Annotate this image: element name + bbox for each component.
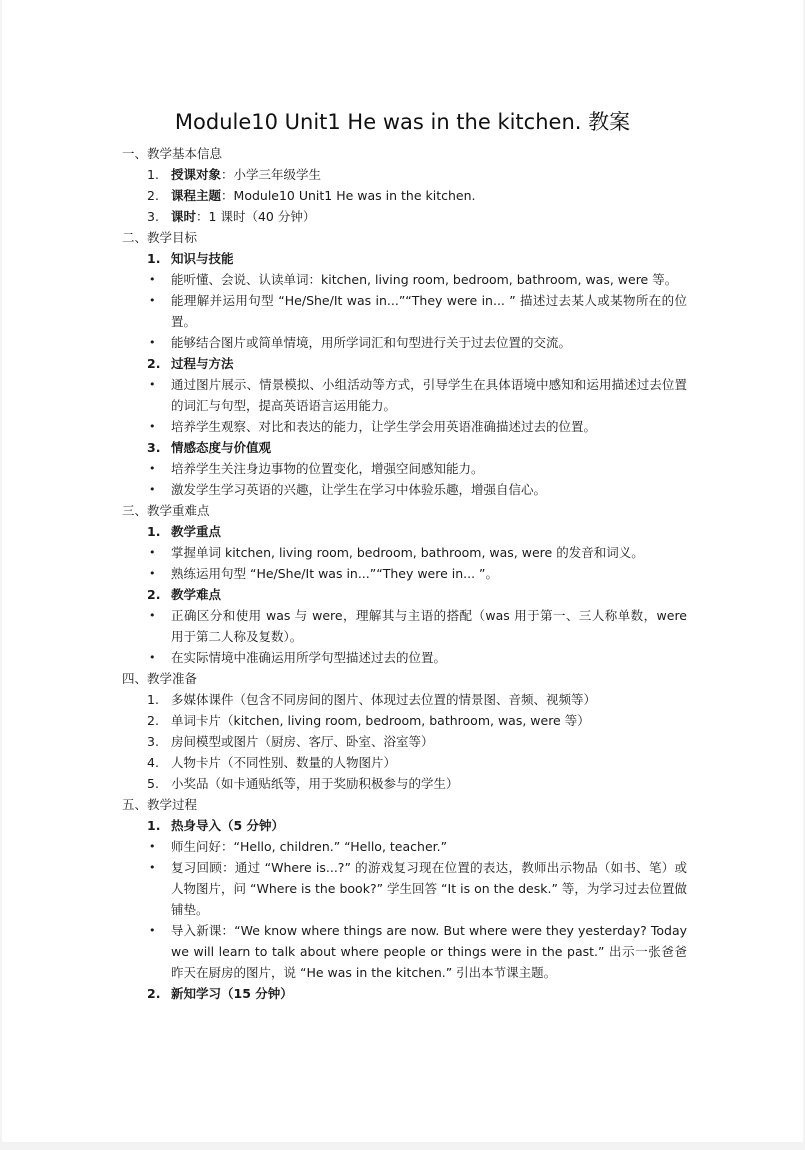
- list-number: 1.: [147, 818, 161, 833]
- item-text: Module10 Unit1 He was in the kitchen.: [233, 188, 476, 203]
- bullet-item: [122, 542, 687, 563]
- item-text: 房间模型或图片（厨房、客厅、卧室、浴室等）: [171, 734, 434, 749]
- numbered-item: [122, 185, 687, 206]
- bullet-marker: •: [149, 336, 156, 349]
- bullet-item: [122, 563, 687, 584]
- item-text: 熟练运用句型 “He/She/It was in...”“They were in... ”。: [171, 566, 499, 581]
- section-heading: 五、教学过程: [122, 797, 198, 812]
- subheading: 热身导入（5 分钟）: [171, 818, 285, 833]
- bullet-item: [122, 332, 687, 353]
- item-text: 复习回顾：通过 “Where is...?” 的游戏复习现在位置的表达，教师出示物品（如书、笔）或人物图片，问 “Where is the book?” 学生回答 “It is on the desk.” 等，为学习过去位置做铺垫。: [171, 860, 687, 917]
- numbered-item: [122, 815, 687, 836]
- item-text: 在实际情境中准确运用所学句型描述过去的位置。: [171, 650, 447, 665]
- bullet-marker: •: [149, 546, 156, 559]
- bullet-item: [122, 479, 687, 500]
- list-number: 1.: [147, 692, 159, 707]
- bullet-item: [122, 836, 687, 857]
- bullet-item: [122, 416, 687, 437]
- item-text: 多媒体课件（包含不同房间的图片、体现过去位置的情景图、音频、视频等）: [171, 692, 597, 707]
- item-text: 导入新课：“We know where things are now. But where were they yesterday? Today we will learn to talk about where people or things were in the past.” 出示一张爸爸昨天在厨房的图片，说 “He was in the kitchen.” 引出本节课主题。: [171, 923, 687, 980]
- bullet-item: [122, 374, 687, 416]
- list-number: 2.: [147, 986, 161, 1001]
- numbered-item: [122, 248, 687, 269]
- numbered-item: [122, 521, 687, 542]
- bullet-item: [122, 647, 687, 668]
- list-number: 2.: [147, 188, 159, 203]
- list-number: 1.: [147, 167, 159, 182]
- numbered-item: [122, 983, 687, 1004]
- item-text: 能理解并运用句型 “He/She/It was in...”“They were in... ” 描述过去某人或某物所在的位置。: [171, 293, 687, 329]
- item-text: 小学三年级学生: [233, 167, 322, 182]
- bullet-marker: •: [149, 651, 156, 664]
- numbered-item: [122, 689, 687, 710]
- item-text: 通过图片展示、情景模拟、小组活动等方式，引导学生在具体语境中感知和运用描述过去位置的词汇与句型，提高英语语言运用能力。: [171, 377, 687, 413]
- numbered-item: [122, 353, 687, 374]
- item-label: 课时: [171, 209, 197, 224]
- item-text: 培养学生关注身边事物的位置变化，增强空间感知能力。: [171, 461, 484, 476]
- list-number: 2.: [147, 356, 161, 371]
- list-number: 2.: [147, 587, 161, 602]
- numbered-item: [122, 710, 687, 731]
- item-text: 培养学生观察、对比和表达的能力，让学生学会用英语准确描述过去的位置。: [171, 419, 597, 434]
- list-number: 5.: [147, 776, 159, 791]
- section-heading: 三、教学重难点: [122, 503, 210, 518]
- list-number: 1.: [147, 251, 161, 266]
- bullet-marker: •: [149, 378, 156, 391]
- bullet-marker: •: [149, 840, 156, 853]
- numbered-item: [122, 206, 687, 227]
- bullet-item: [122, 605, 687, 647]
- numbered-item: [122, 164, 687, 185]
- bullet-marker: •: [149, 273, 156, 286]
- document-body: [122, 143, 687, 1004]
- item-text: 能够结合图片或简单情境，用所学词汇和句型进行关于过去位置的交流。: [171, 335, 572, 350]
- numbered-item: [122, 584, 687, 605]
- item-text: 掌握单词 kitchen, living room, bedroom, bathroom, was, were 的发音和词义。: [171, 545, 644, 560]
- bullet-marker: •: [149, 294, 156, 307]
- bullet-item: [122, 458, 687, 479]
- bullet-marker: •: [149, 567, 156, 580]
- subheading: 新知学习（15 分钟）: [171, 986, 293, 1001]
- item-label: 授课对象: [171, 167, 222, 182]
- bullet-item: [122, 290, 687, 332]
- subheading: 情感态度与价值观: [171, 440, 272, 455]
- bullet-marker: •: [149, 609, 156, 622]
- item-text: 小奖品（如卡通贴纸等，用于奖励积极参与的学生）: [171, 776, 459, 791]
- item-text: 1 课时（40 分钟）: [208, 209, 316, 224]
- numbered-item: [122, 437, 687, 458]
- page-title: Module10 Unit1 He was in the kitchen. 教案: [174, 110, 631, 134]
- item-separator: ：: [196, 209, 209, 224]
- list-number: 3.: [147, 440, 161, 455]
- item-text: 能听懂、会说、认读单词：kitchen, living room, bedroom, bathroom, was, were 等。: [171, 272, 678, 287]
- section-heading: 一、教学基本信息: [122, 146, 223, 161]
- bullet-marker: •: [149, 483, 156, 496]
- numbered-item: [122, 731, 687, 752]
- item-separator: ：: [221, 188, 234, 203]
- bullet-item: [122, 269, 687, 290]
- bullet-item: [122, 920, 687, 983]
- item-text: 激发学生学习英语的兴趣，让学生在学习中体验乐趣，增强自信心。: [171, 482, 547, 497]
- item-label: 课程主题: [171, 188, 222, 203]
- item-text: 正确区分和使用 was 与 were，理解其与主语的搭配（was 用于第一、三人称单数，were 用于第二人称及复数）。: [171, 608, 687, 644]
- list-number: 1.: [147, 524, 161, 539]
- bullet-marker: •: [149, 924, 156, 937]
- section-heading: 二、教学目标: [122, 230, 198, 245]
- item-text: 人物卡片（不同性别、数量的人物图片）: [171, 755, 397, 770]
- bullet-item: [122, 857, 687, 920]
- item-text: 师生问好：“Hello, children.” “Hello, teacher.”: [171, 839, 448, 854]
- subheading: 过程与方法: [171, 356, 234, 371]
- list-number: 4.: [147, 755, 159, 770]
- list-number: 3.: [147, 734, 159, 749]
- subheading: 教学难点: [171, 587, 222, 602]
- list-number: 2.: [147, 713, 159, 728]
- bullet-marker: •: [149, 462, 156, 475]
- bullet-marker: •: [149, 861, 156, 874]
- item-text: 单词卡片（kitchen, living room, bedroom, bathroom, was, were 等）: [171, 713, 590, 728]
- item-separator: ：: [221, 167, 234, 182]
- numbered-item: [122, 773, 687, 794]
- subheading: 知识与技能: [171, 251, 234, 266]
- subheading: 教学重点: [171, 524, 222, 539]
- list-number: 3.: [147, 209, 159, 224]
- bullet-marker: •: [149, 420, 156, 433]
- section-heading: 四、教学准备: [122, 671, 198, 686]
- numbered-item: [122, 752, 687, 773]
